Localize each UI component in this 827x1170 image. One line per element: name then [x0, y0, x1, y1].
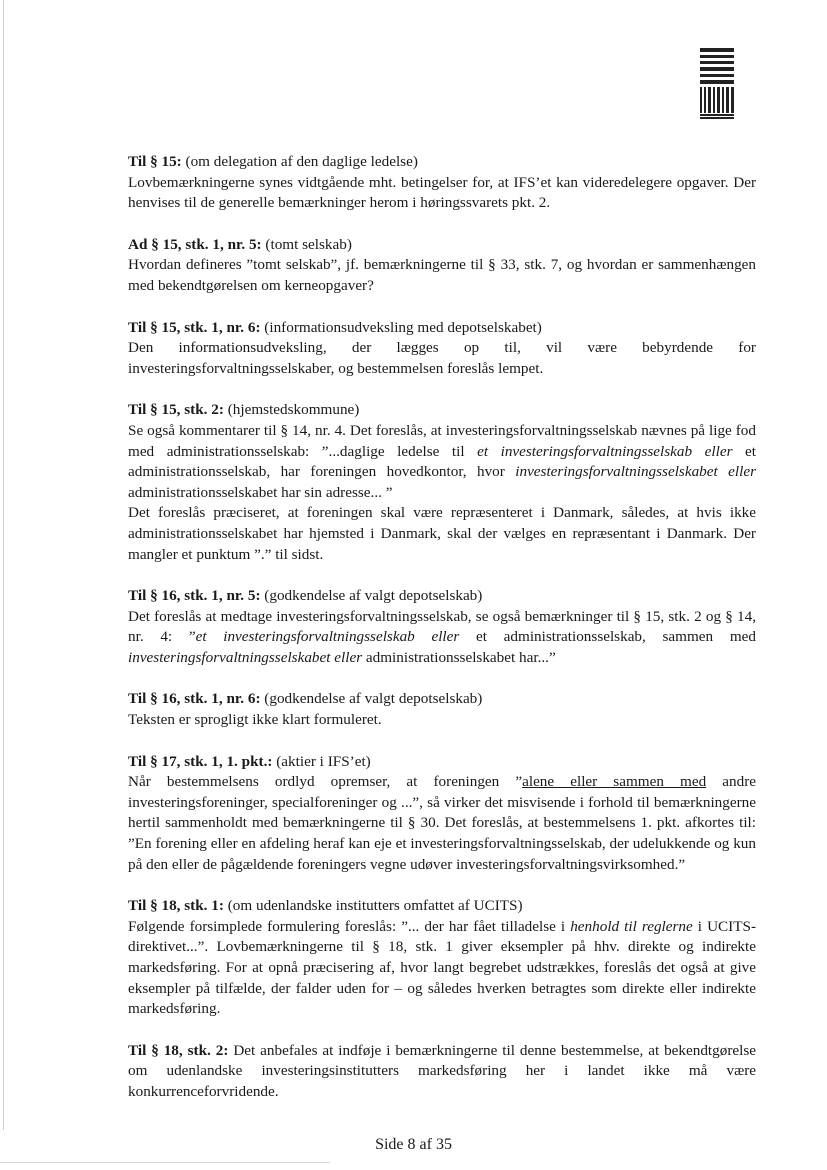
- section-15-2: [128, 400, 756, 565]
- section-ref: Til § 16, stk. 1, nr. 5:: [128, 587, 261, 605]
- section-ref: Til § 18, stk. 2:: [128, 1041, 229, 1059]
- section-ref: Til § 18, stk. 1:: [128, 897, 224, 915]
- section-ref: Til § 15, stk. 1, nr. 6:: [128, 318, 261, 336]
- section-paragraph: Til § 18, stk. 2: Det anbefales at indføje i bemærkningerne til denne bestemmelse, at bekendtgørelse om udenlandske investeringsinstitutters markedsføring her i landet ikke må være konkurrenceforvridende.: [128, 1041, 757, 1100]
- section-paragraph: Det foreslås at medtage investeringsforvaltningsselskab, se også bemærkninger til § 15, stk. 2 og § 14, nr. 4: ”et investeringsforvaltningsselskab eller et administrationsselskab, sammen med investeringsforvaltningsselskabet eller administrationsselskabet har...”: [128, 607, 756, 666]
- section-topic: (informationsudveksling med depotselskabet): [264, 318, 542, 336]
- section-17-1-1: [128, 752, 756, 876]
- section-topic: (aktier i IFS’et): [276, 752, 371, 770]
- section-paragraph: Teksten er sprogligt ikke klart formuleret.: [128, 711, 382, 729]
- section-paragraph: Se også kommentarer til § 14, nr. 4. Det foreslås, at investeringsforvaltningsselskab nævnes på lige fod med administrationsselskab: ”...daglige ledelse til et investeringsforvaltningsselskab eller et administrationsselskab, har foreningen hovedkontor, hvor investeringsforvaltningsselskabet eller administrationsselskabet har sin adresse... ”: [128, 421, 756, 501]
- section-heading: [128, 586, 756, 607]
- page-number: Side 8 af 35: [375, 1136, 452, 1153]
- section-16-1-6: [128, 689, 756, 730]
- section-paragraph: Den informationsudveksling, der lægges op til, vil være bebyrdende for investeringsforvaltningsselskaber, og bestemmelsen foreslås lempet.: [128, 339, 756, 377]
- section-heading: [128, 318, 756, 339]
- section-paragraph: Det foreslås præciseret, at foreningen skal være repræsenteret i Danmark, således, at hvis ikke administrationsselskabet har hjemsted i Danmark, skal der vælges en repræsentant i Danmark. Der mangler et punktum ”.” til sidst.: [128, 504, 756, 563]
- section-16-1-5: [128, 586, 756, 668]
- section-topic: (om delegation af den daglige ledelse): [185, 153, 418, 170]
- section-heading: [128, 896, 756, 917]
- section-18-2: [128, 1041, 756, 1103]
- italic-phrase: henhold til reglerne: [570, 917, 693, 935]
- italic-phrase: investeringsforvaltningsselskabet eller: [128, 648, 363, 666]
- section-heading: [128, 689, 756, 710]
- section-ref: Til § 17, stk. 1, 1. pkt.:: [128, 752, 273, 770]
- section-ref: Til § 15, stk. 2:: [128, 401, 224, 419]
- section-heading: [128, 400, 756, 421]
- section-heading: [128, 752, 756, 773]
- section-15-1-6: [128, 318, 756, 380]
- section-ref: Til § 16, stk. 1, nr. 6:: [128, 690, 261, 708]
- section-heading: [128, 152, 756, 173]
- section-ref: Til § 15:: [128, 153, 182, 170]
- section-ref: Ad § 15, stk. 1, nr. 5:: [128, 235, 262, 253]
- section-15: [128, 152, 756, 214]
- section-paragraph: Hvordan defineres ”tomt selskab”, jf. bemærkningerne til § 33, stk. 7, og hvordan er sammenhængen med bekendtgørelsen om kerneopgaver?: [128, 256, 756, 294]
- section-paragraph: Lovbemærkningerne synes vidtgående mht. betingelser for, at IFS’et kan videredelegere opgaver. Der henvises til de generelle bemærkninger herom i høringssvarets pkt. 2.: [128, 173, 756, 212]
- section-topic: (godkendelse af valgt depotselskab): [264, 690, 483, 708]
- section-paragraph: Når bestemmelsens ordlyd opremser, at foreningen ”alene eller sammen med andre investeringsforeninger, specialforeninger og ...”, så virker det misvisende i forhold til bemærkningerne hertil sammenholdt med bemærkningerne til § 30. Det foreslås, at bestemmelsens 1. pkt. afkortes til: ”En forening eller en afdeling heraf kan eje et investeringsforvaltningsselskab, der udelukkende og kun på den eller de pågældende foreningers vegne udøver investeringsforvaltningsvirksomhed.”: [128, 773, 756, 873]
- section-heading: [128, 235, 756, 256]
- section-topic: (godkendelse af valgt depotselskab): [264, 587, 483, 605]
- section-topic: (om udenlandske institutters omfattet af UCITS): [227, 897, 523, 915]
- section-topic: (tomt selskab): [265, 235, 352, 253]
- section-topic: (hjemstedskommune): [227, 401, 360, 419]
- striped-logo-icon: [699, 47, 735, 119]
- scan-left-edge: [3, 0, 4, 1130]
- italic-phrase: et investeringsforvaltningsselskab eller: [477, 442, 733, 460]
- section-paragraph: Følgende forsimplede formulering foreslås: ”... der har fået tilladelse i henhold til reglerne i UCITS-direktivet...”. Lovbemærkningerne til § 18, stk. 1 giver eksempler på hhv. direkte og indirekte markedsføring. For at opnå præcisering af, hvor langt begrebet udstrækkes, foreslås det også at give eksempler på tilfælde, der falder uden for – og således hverken betragtes som direkte eller indirekte markedsføring.: [128, 917, 757, 1018]
- underlined-phrase: alene eller sammen med: [522, 773, 707, 791]
- document-body: [128, 152, 756, 1124]
- italic-phrase: et investeringsforvaltningsselskab eller: [195, 628, 460, 646]
- section-18-1: [128, 896, 756, 1020]
- section-15-1-5: [128, 235, 756, 297]
- scan-bottom-line: [0, 1162, 330, 1163]
- italic-phrase: investeringsforvaltningsselskabet eller: [515, 463, 756, 481]
